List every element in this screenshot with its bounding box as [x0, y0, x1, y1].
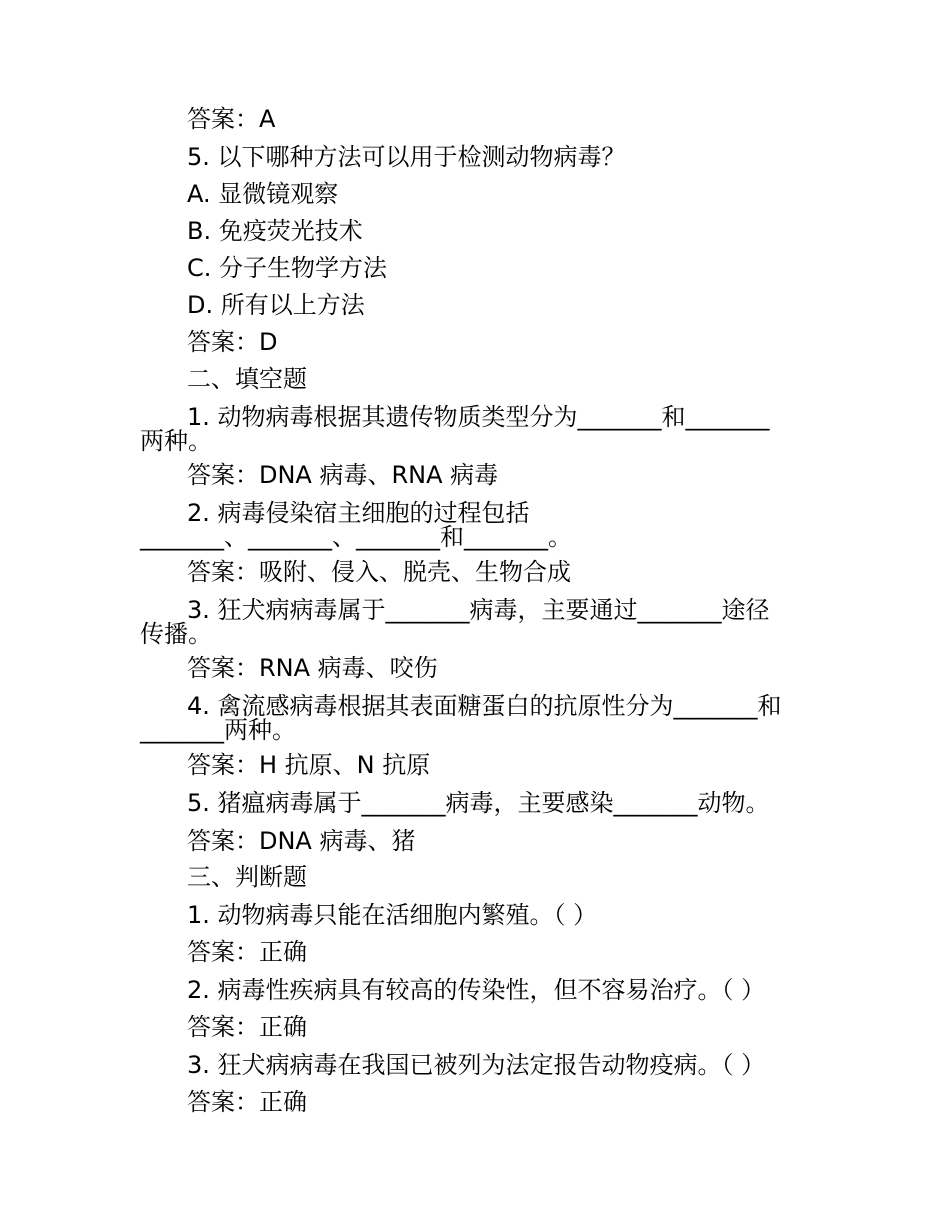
question-block: [140, 595, 770, 649]
question-block: [140, 498, 572, 552]
answer-line: 答案：正确: [187, 938, 307, 966]
section-heading: 三、判断题: [187, 863, 307, 891]
question-line: 1. 动物病毒只能在活细胞内繁殖。（ ）: [187, 901, 598, 929]
question-line-continued: 传播。: [140, 620, 212, 648]
answer-line: 答案：A: [187, 105, 276, 133]
option-line: B. 免疫荧光技术: [187, 217, 363, 245]
answer-line: 答案：DNA 病毒、RNA 病毒: [187, 461, 499, 489]
question-block: [140, 691, 782, 745]
question-line: 2. 病毒性疾病具有较高的传染性，但不容易治疗。（ ）: [187, 976, 766, 1004]
question-line-continued: _______、_______、_______和_______。: [140, 523, 572, 551]
answer-line: 答案：RNA 病毒、咬伤: [187, 654, 438, 682]
answer-line: 答案：DNA 病毒、猪: [187, 827, 416, 855]
question-line: 5. 以下哪种方法可以用于检测动物病毒？: [187, 143, 626, 171]
option-line: D. 所有以上方法: [187, 291, 365, 319]
answer-line: 答案：H 抗原、N 抗原: [187, 751, 431, 779]
answer-line: 答案：D: [187, 328, 278, 356]
question-line: 5. 猪瘟病毒属于_______病毒，主要感染_______动物。: [187, 789, 770, 817]
question-line: 4. 禽流感病毒根据其表面糖蛋白的抗原性分为_______和: [187, 692, 782, 720]
answer-line: 答案：吸附、侵入、脱壳、生物合成: [187, 558, 571, 586]
question-line-continued: 两种。: [140, 427, 212, 455]
section-heading: 二、填空题: [187, 365, 307, 393]
question-line: 1. 动物病毒根据其遗传物质类型分为_______和_______: [187, 403, 770, 431]
answer-line: 答案：正确: [187, 1013, 307, 1041]
option-line: A. 显微镜观察: [187, 180, 339, 208]
question-line: 2. 病毒侵染宿主细胞的过程包括: [187, 499, 530, 527]
question-line: 3. 狂犬病病毒属于_______病毒，主要通过_______途径: [187, 596, 770, 624]
question-block: [140, 402, 770, 456]
answer-line: 答案：正确: [187, 1088, 307, 1116]
question-line-continued: _______两种。: [140, 716, 296, 744]
question-line: 3. 狂犬病病毒在我国已被列为法定报告动物疫病。（ ）: [187, 1051, 766, 1079]
option-line: C. 分子生物学方法: [187, 254, 388, 282]
